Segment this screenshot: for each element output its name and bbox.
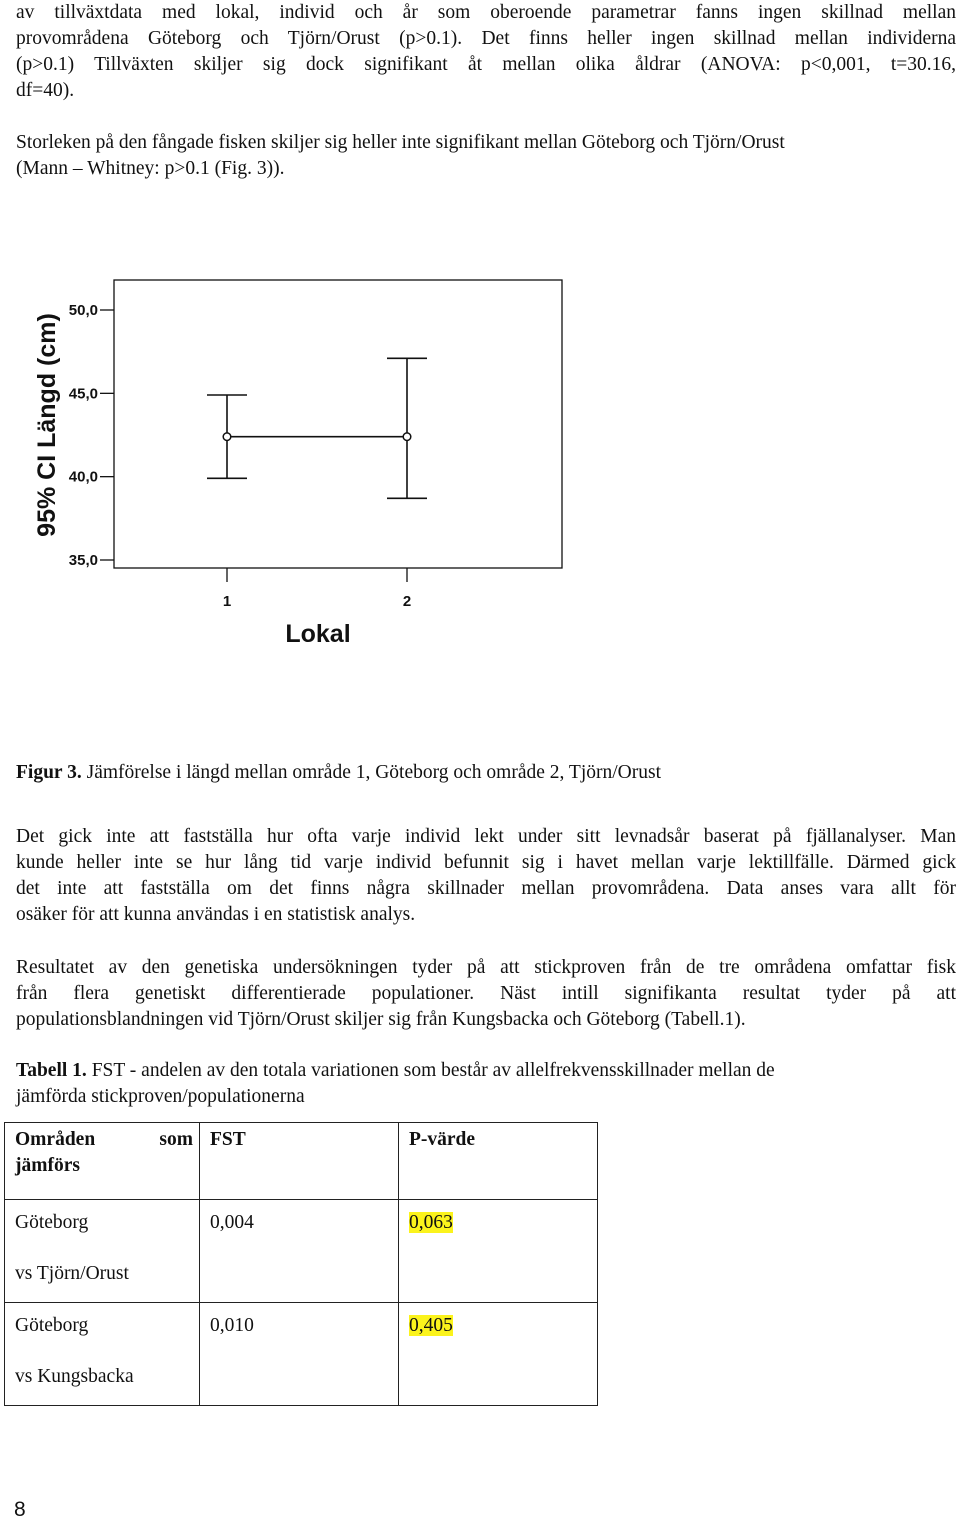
table-row [5, 1303, 598, 1406]
cell-fst: 0,004 [200, 1200, 399, 1303]
text-line: av tillväxtdata med lokal, individ och år som oberoende parametrar fanns ingen skillnad mellan [16, 2, 956, 23]
x-axis [223, 568, 411, 610]
text-line: Storleken på den fångade fisken skiljer sig heller inte signifikant mellan Göteborg och Tjörn/Orust [16, 132, 785, 153]
y-tick-label: 40,0 [68, 468, 98, 486]
cell-area: Göteborg vs Kungsbacka [5, 1303, 200, 1406]
header-pvalue: P-värde [399, 1123, 598, 1200]
errorbar-chart [0, 270, 960, 670]
header-word: jämförs [15, 1155, 80, 1176]
header-word: Områden [15, 1129, 96, 1150]
header-fst: FST [200, 1123, 399, 1200]
cell-pvalue [399, 1303, 598, 1406]
text-line: Resultatet av den genetiska undersökningen tyder på att stickproven från de tre områdena omfattar fisk [16, 957, 956, 978]
cell-pvalue [399, 1200, 598, 1303]
text-line: df=40). [16, 80, 75, 101]
header-word: som [159, 1129, 193, 1150]
x-tick-label: 1 [222, 593, 232, 610]
y-tick-label: 45,0 [68, 385, 98, 403]
fst-table [4, 1122, 598, 1406]
table-row [5, 1200, 598, 1303]
page-number: 8 [14, 1498, 26, 1521]
highlighted-pvalue: 0,405 [409, 1315, 453, 1336]
figure-caption-label: Figur 3. [16, 762, 82, 783]
figure-caption [16, 760, 956, 786]
text-line: det inte att fastställa om det finns några skillnader mellan provområdena. Data anses vara allt för [16, 878, 956, 899]
y-tick-label: 35,0 [68, 552, 98, 569]
text-line: (p>0.1) Tillväxten skiljer sig dock signifikant åt mellan olika åldrar (ANOVA: p<0,001, t=30.16, [16, 54, 956, 75]
text-line: (Mann – Whitney: p>0.1 (Fig. 3)). [16, 158, 285, 179]
text-line: populationsblandningen vid Tjörn/Orust skiljer sig från Kungsbacka och Göteborg (Tabell.1). [16, 1009, 746, 1030]
mean-marker [403, 433, 411, 441]
y-axis [69, 302, 114, 569]
series-group [207, 358, 427, 498]
y-axis-label: 95% CI Längd (cm) [33, 313, 61, 537]
text-line: provområdena Göteborg och Tjörn/Orust (p>0.1). Det finns heller ingen skillnad mellan individerna [16, 28, 956, 49]
table-caption-text: FST - andelen av den totala variationen som består av allelfrekvensskillnader mellan de [91, 1060, 775, 1081]
y-tick-label: 50,0 [68, 302, 98, 319]
plot-frame [114, 280, 562, 568]
table-header-row [5, 1123, 598, 1200]
text-line: från flera genetiskt differentierade populationer. Näst intill signifikanta resultat tyder på att [16, 983, 956, 1004]
x-tick-label: 2 [402, 593, 412, 610]
table-caption-line [16, 1058, 956, 1084]
cell-fst: 0,010 [200, 1303, 399, 1406]
cell-area: Göteborg vs Tjörn/Orust [5, 1200, 200, 1303]
text-line: Det gick inte att fastställa hur ofta varje individ lekt under sitt levnadsår baserat på fjällanalyser. Man [16, 826, 956, 847]
mean-marker [223, 433, 231, 441]
table-caption-line: jämförda stickproven/populationerna [16, 1086, 305, 1107]
x-axis-label: Lokal [285, 620, 351, 648]
text-line: osäker för att kunna användas i en statistisk analys. [16, 904, 416, 925]
table-caption-label: Tabell 1. [16, 1060, 87, 1081]
text-line: kunde heller inte se hur lång tid varje individ befunnit sig i havet mellan varje lektillfälle. Därmed gick [16, 852, 956, 873]
highlighted-pvalue: 0,063 [409, 1212, 453, 1233]
figure-caption-text: Jämförelse i längd mellan område 1, Göteborg och område 2, Tjörn/Orust [86, 762, 661, 783]
header-areas [5, 1123, 200, 1200]
